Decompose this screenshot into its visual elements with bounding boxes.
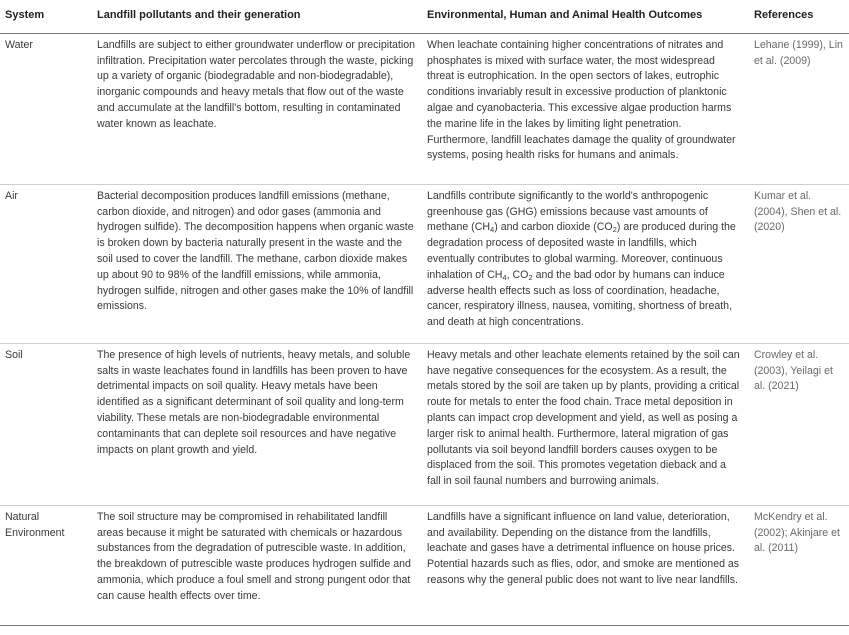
- table-row: [0, 33, 849, 184]
- outcomes-text: , CO: [506, 268, 529, 281]
- table-header-row: [0, 0, 849, 33]
- subscript: 2: [528, 272, 533, 282]
- outcomes-text: ) are produced during the degradation process of deposited waste in landfills, which eventually contributes to global warming. Moreover, continuous inhalation of CH: [427, 221, 736, 281]
- cell-references: McKendry et al. (2002); Akinjare et al. (2011): [748, 505, 849, 625]
- subscript: 4: [490, 225, 495, 235]
- subscript: 2: [612, 225, 617, 235]
- cell-references: Kumar et al. (2004), Shen et al. (2020): [748, 184, 849, 343]
- subscript: 4: [502, 272, 507, 282]
- outcomes-text: ) and carbon dioxide (CO: [494, 221, 613, 234]
- cell-pollutants: The presence of high levels of nutrients, heavy metals, and soluble salts in waste leachates found in landfills has been proven to have detrimental impacts on soil quality. Heavy metals have been identified as a significant determinant of soil quality and long-term viability. These metals are non-biodegradable environmental contaminants that can deplete soil resources and have negative impacts on plant growth and yield.: [91, 343, 421, 505]
- cell-system: Soil: [0, 343, 91, 505]
- table-row: [0, 505, 849, 625]
- cell-pollutants: Landfills are subject to either groundwater underflow or precipitation infiltration. Precipitation water percolates through the waste, picking up a variety of organic (biodegradable and non-biodegradable), inorganic compounds and heavy metals that flow out of the waste and accumulate at the landfill's bottom, resulting in contaminated water known as leachate.: [91, 33, 421, 184]
- cell-pollutants: Bacterial decomposition produces landfill emissions (methane, carbon dioxide, and nitrogen) and odor gases (ammonia and hydrogen sulfide). The decomposition happens when organic waste is broken down by bacteria naturally present in the waste and the soil used to cover the landfill. The methane, carbon dioxide makes up about 90 to 98% of the landfill emissions, while ammonia, hydrogen sulfide, nitrogen and other gases make the 10% of landfill emissions.: [91, 184, 421, 343]
- header-outcomes: Environmental, Human and Animal Health Outcomes: [421, 0, 748, 33]
- header-system: System: [0, 0, 91, 33]
- cell-system: Natural Environment: [0, 505, 91, 625]
- cell-outcomes: When leachate containing higher concentrations of nitrates and phosphates is mixed with surface water, the most widespread threat is eutrophication. In the open sectors of lakes, eutrophic conditions invariably result in excessive production of planktonic algae and cyanobacteria. This excessive algae production harms the marine life in the lakes by limiting light penetration. Furthermore, landfill leachates damage the quality of groundwater systems, posing health risks for humans and animals.: [421, 33, 748, 184]
- cell-references: Crowley et al. (2003), Yeilagi et al. (2021): [748, 343, 849, 505]
- header-pollutants: Landfill pollutants and their generation: [91, 0, 421, 33]
- outcomes-text: Landfills contribute significantly to the world's anthropogenic greenhouse gas (GHG) emissions because vast amounts of methane (CH: [427, 189, 709, 234]
- cell-outcomes: [421, 184, 748, 343]
- cell-pollutants: The soil structure may be compromised in rehabilitated landfill areas because it might be saturated with chemicals or hazardous substances from the degradation of putrescible waste. In addition, the breakdown of putrescible waste produces hydrogen sulfide and ammonia, which produce a foul smell and strong pungent odor that can cause health effects over time.: [91, 505, 421, 625]
- table-row: [0, 184, 849, 343]
- cell-outcomes: Heavy metals and other leachate elements retained by the soil can have negative consequences for the ecosystem. As a result, the metals stored by the soil are taken up by plants, providing a critical route for metals to enter the food chain. Trace metal deposition in plants can impact crop development and yield, as well as posing a larger risk to animal health. Furthermore, lateral migration of gas pollutants via soil beyond landfill borders causes oxygen to be displaced from the soil. This promotes vegetation dieback and a fall in soil faunal numbers and burrowing animals.: [421, 343, 748, 505]
- table-row: [0, 343, 849, 505]
- outcomes-text: and the bad odor by humans can induce adverse health effects such as loss of coordination, headache, cancer, respiratory illness, nausea, vomiting, shortness of breath, and death at high concentrations.: [427, 268, 733, 329]
- cell-system: Water: [0, 33, 91, 184]
- header-references: References: [748, 0, 849, 33]
- cell-references: Lehane (1999), Lin et al. (2009): [748, 33, 849, 184]
- cell-system: Air: [0, 184, 91, 343]
- cell-outcomes: Landfills have a significant influence on land value, deterioration, and availability. Depending on the distance from the landfills, leachate and gases have a detrimental influence on house prices. Potential hazards such as flies, odor, and smoke are mentioned as reasons why the general public does not want to live near landfills.: [421, 505, 748, 625]
